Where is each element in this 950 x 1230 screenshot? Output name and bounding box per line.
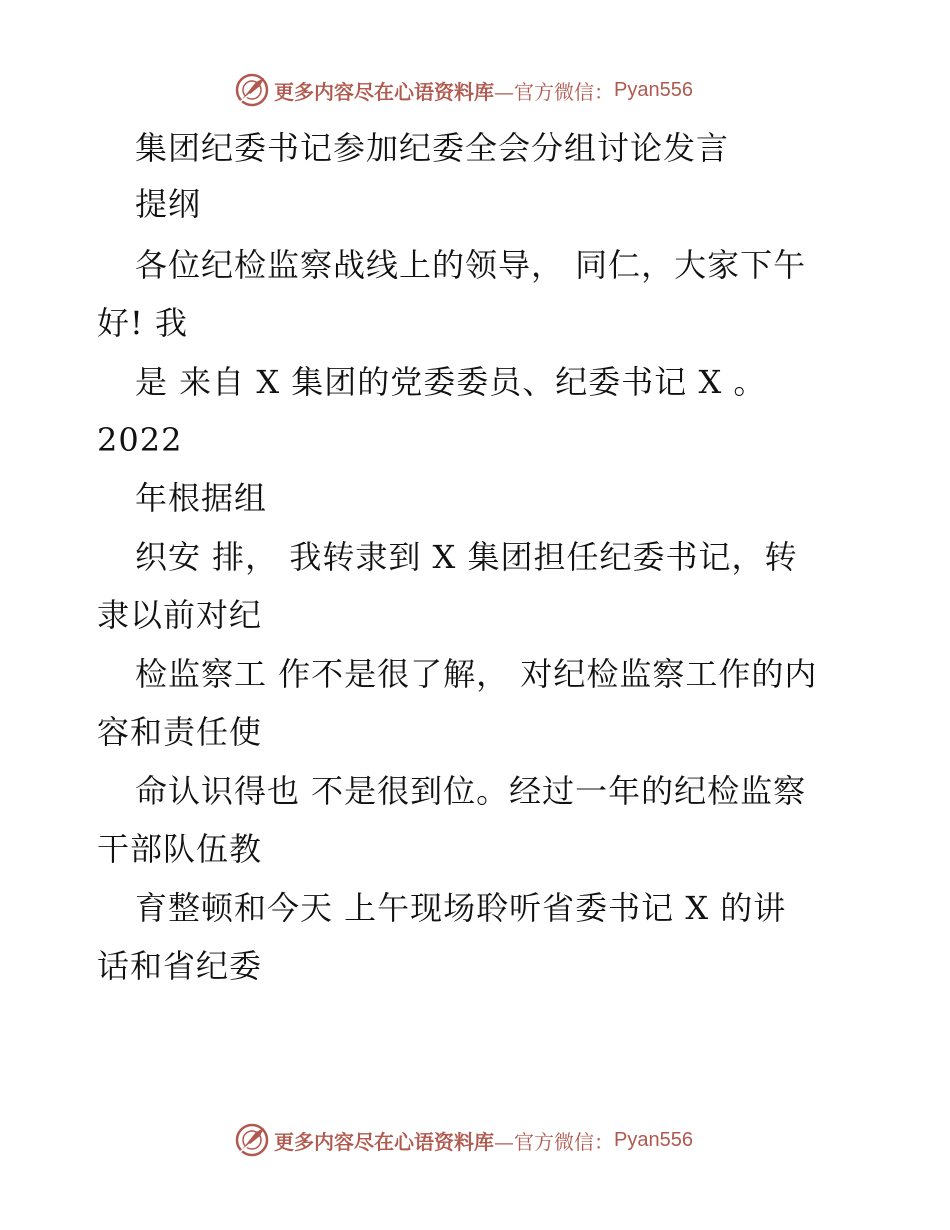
text-line: 话和省纪委	[97, 947, 263, 985]
banner-sub-text: —官方微信：	[494, 1129, 614, 1154]
footer-banner	[234, 1120, 693, 1160]
title-line-2: 提纲	[135, 185, 202, 223]
text-line: 容和责任使	[97, 713, 263, 751]
text-line: 检监察工 作不是很了解， 对纪检监察工作的内	[135, 655, 818, 693]
text-line: 好! 我	[97, 304, 189, 342]
quill-logo-icon	[234, 1122, 270, 1158]
header-banner	[234, 70, 693, 110]
text-line: 各位纪检监察战线上的领导， 同仁，大家下午	[135, 246, 807, 284]
text-line: 年根据组	[135, 479, 268, 517]
text-line: 命认识得也 不是很到位。经过一年的纪检监察	[135, 772, 807, 810]
banner-wechat-id: Pyan556	[614, 78, 693, 101]
text-line: 隶以前对纪	[97, 596, 263, 634]
text-line: 2022	[97, 421, 183, 459]
banner-sub-text: —官方微信：	[494, 79, 614, 104]
title-line-1: 集团纪委书记参加纪委全会分组讨论发言	[135, 129, 730, 167]
text-line: 织安 排， 我转隶到 X 集团担任纪委书记，转	[135, 538, 798, 576]
banner-wechat-id: Pyan556	[614, 1128, 693, 1151]
banner-main-text: 更多内容尽在心语资料库	[274, 79, 494, 104]
banner-main-text: 更多内容尽在心语资料库	[274, 1129, 494, 1154]
text-line: 是 来自 X 集团的党委委员、纪委书记 X 。	[135, 363, 767, 401]
text-line: 育整顿和今天 上午现场聆听省委书记 X 的讲	[135, 889, 787, 927]
text-line: 干部队伍教	[97, 830, 263, 868]
quill-logo-icon	[234, 72, 270, 108]
